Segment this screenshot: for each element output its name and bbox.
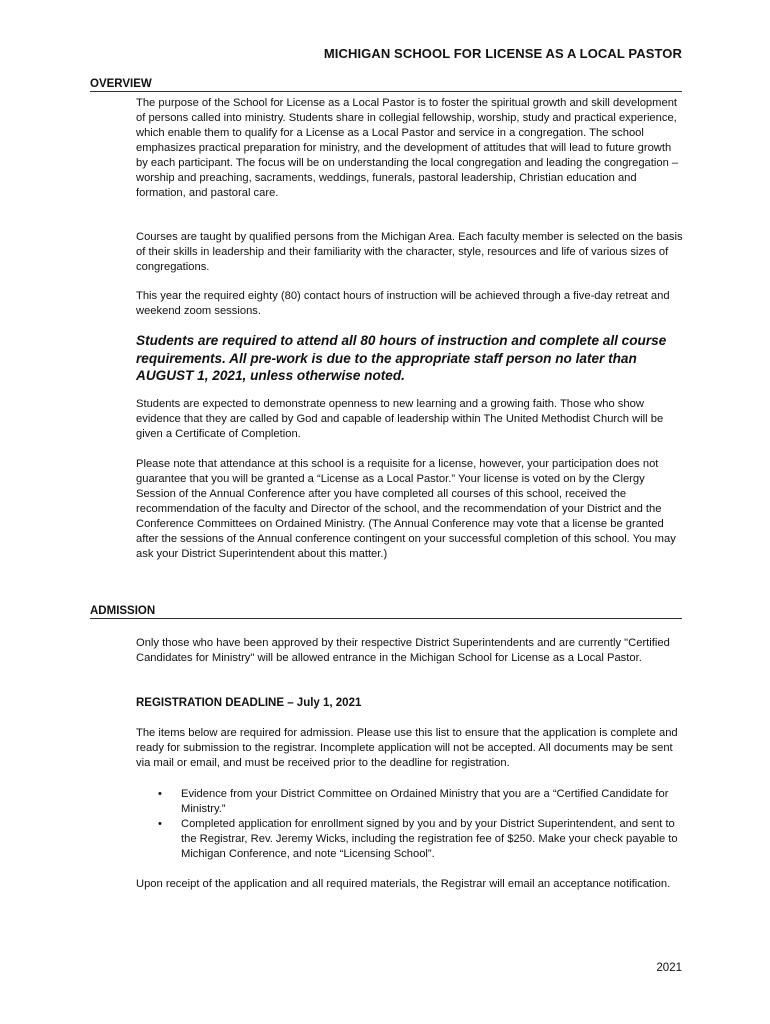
attendance-requirement-notice: Students are required to attend all 80 hours of instruction and complete all course requirements. All pre-work is due to the appropriate staff person no later than AUGUST 1, 2021, unless otherwise noted.: [136, 333, 667, 383]
document-title: MICHIGAN SCHOOL FOR LICENSE AS A LOCAL PASTOR: [323, 46, 682, 61]
bullet-icon: •: [158, 788, 162, 800]
overview-paragraph-expectations: Students are expected to demonstrate openness to new learning and a growing faith. Those who show evidence that they are called by God and capable of leadership within The United Methodist Church will be given a Certificate of Completion.: [136, 398, 664, 440]
list-item: [136, 817, 684, 862]
admission-requirements-list: [136, 787, 684, 862]
admission-paragraph-acceptance: Upon receipt of the application and all required materials, the Registrar will email an acceptance notification.: [136, 878, 671, 890]
registration-deadline: REGISTRATION DEADLINE – July 1, 2021: [136, 697, 362, 709]
admission-heading: ADMISSION: [90, 605, 682, 619]
admission-paragraph-eligibility: Only those who have been approved by their respective District Superintendents and are currently "Certified Candidates for Ministry" will be allowed entrance in the Michigan School for License as a Local Pastor.: [136, 637, 670, 664]
page-number: 2021: [656, 962, 682, 974]
overview-paragraph-courses: Courses are taught by qualified persons from the Michigan Area. Each faculty member is selected on the basis of their skills in leadership and their familiarity with the character, style, resources and life of various sizes of congregations.: [136, 231, 683, 273]
list-item-text: Evidence from your District Committee on Ordained Ministry that you are a “Certified Candidate for Ministry.”: [181, 788, 669, 815]
overview-paragraph-license-note: Please note that attendance at this school is a requisite for a license, however, your participation does not guarantee that you will be granted a “License as a Local Pastor.” Your license is voted on by the Clergy Session of the Annual Conference after you have completed all courses of this school, received the recommendation of the faculty and Director of the school, and the recommendation of your District and the Conference Committees on Ordained Ministry. (The Annual Conference may vote that a license be granted after the sessions of the Annual conference contingent on your successful completion of this school. You may ask your District Superintendent about this matter.): [136, 458, 676, 560]
bullet-icon: •: [158, 818, 162, 830]
overview-paragraph-purpose: The purpose of the School for License as a Local Pastor is to foster the spiritual growth and skill development of persons called into ministry. Students share in collegial fellowship, worship, study and practical experience, which enable them to qualify for a License as a Local Pastor and service in a congregation. The school emphasizes practical preparation for ministry, and the development of attitudes that will lead to future growth by each participant. The focus will be on understanding the local congregation and leading the congregation – worship and preaching, sacraments, weddings, funerals, pastoral leadership, Christian education and formation, and pastoral care.: [136, 97, 679, 199]
overview-paragraph-hours: This year the required eighty (80) contact hours of instruction will be achieved through a five-day retreat and weekend zoom sessions.: [136, 290, 670, 317]
admission-paragraph-requirements: The items below are required for admission. Please use this list to ensure that the application is complete and ready for submission to the registrar. Incomplete application will not be accepted. All documents may be sent via mail or email, and must be received prior to the deadline for registration.: [136, 727, 678, 769]
overview-heading: OVERVIEW: [90, 78, 682, 92]
list-item-text: Completed application for enrollment signed by you and by your District Superintendent, and sent to the Registrar, Rev. Jeremy Wicks, including the registration fee of $250. Make your check payable to Michigan Conference, and note “Licensing School”.: [181, 818, 678, 860]
list-item: [136, 787, 684, 817]
